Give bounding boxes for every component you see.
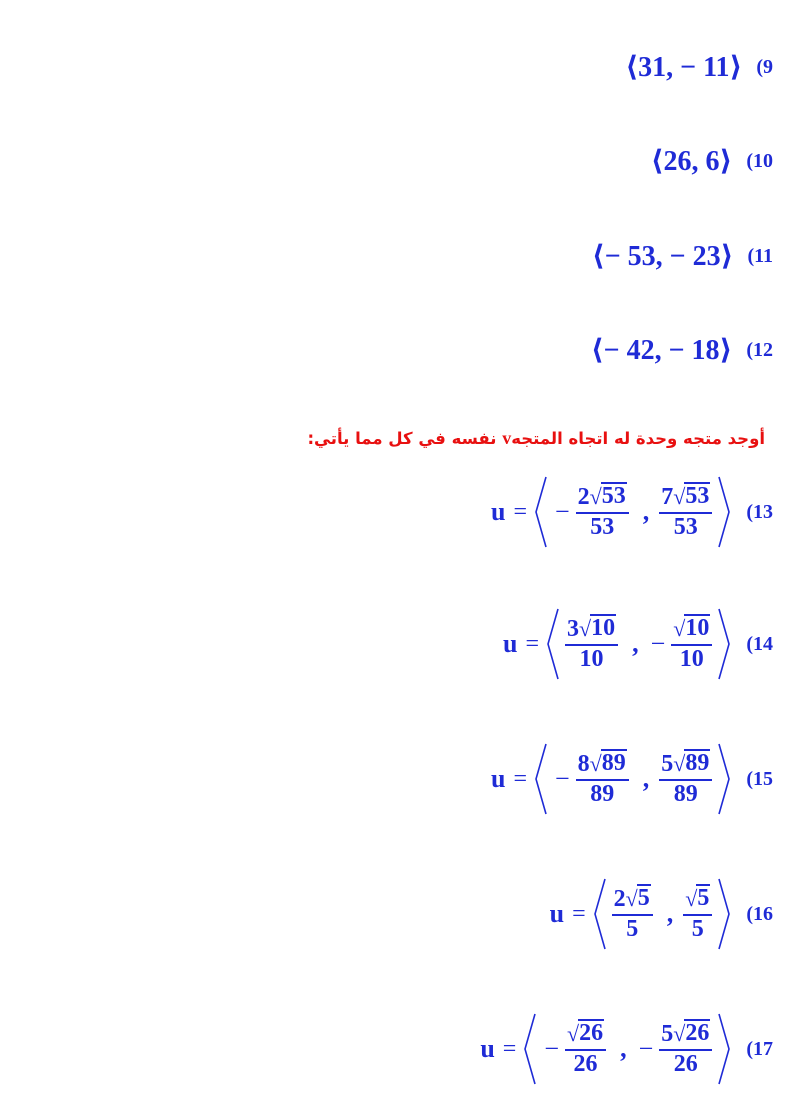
radical-sign: √ bbox=[685, 886, 698, 912]
denominator: 5 bbox=[691, 915, 704, 942]
problem-14 bbox=[0, 607, 800, 681]
radical-sign: √ bbox=[673, 616, 686, 642]
radicand: 10 bbox=[591, 615, 616, 642]
numerator bbox=[671, 614, 712, 643]
radicand: 26 bbox=[685, 1020, 710, 1047]
coefficient: 2 bbox=[577, 484, 590, 511]
coefficient: 5 bbox=[661, 1021, 674, 1048]
radicand: 26 bbox=[579, 1020, 604, 1047]
minus-sign: − bbox=[638, 1034, 654, 1063]
numerator bbox=[576, 482, 629, 511]
vector-label: u bbox=[502, 629, 518, 658]
minus-sign: − bbox=[555, 764, 570, 793]
comma: , bbox=[642, 497, 650, 526]
vector-expression: ⟨31, − 11⟩ bbox=[625, 52, 743, 83]
numerator bbox=[612, 884, 653, 913]
fraction bbox=[683, 884, 712, 943]
vector-label: u bbox=[480, 1034, 495, 1063]
unit-vector-expression bbox=[480, 1012, 732, 1086]
radicand: 53 bbox=[685, 483, 710, 510]
fraction bbox=[612, 884, 653, 943]
vector-expression: ⟨− 42, − 18⟩ bbox=[590, 335, 733, 366]
square-root bbox=[626, 884, 651, 911]
denominator: 10 bbox=[579, 645, 604, 672]
problem-10 bbox=[0, 144, 800, 178]
left-angle-bracket bbox=[533, 475, 549, 549]
radical-sign: √ bbox=[579, 616, 592, 642]
numerator bbox=[659, 749, 712, 778]
equals-sign: = bbox=[513, 498, 527, 525]
comma: , bbox=[620, 1034, 627, 1063]
coefficient: 7 bbox=[661, 484, 674, 511]
comma: , bbox=[666, 899, 674, 928]
radicand: 89 bbox=[601, 750, 626, 777]
left-angle-bracket bbox=[522, 1012, 538, 1086]
square-root bbox=[673, 482, 710, 509]
radicand: 5 bbox=[637, 885, 650, 912]
radical-sign: √ bbox=[673, 1021, 686, 1047]
fraction bbox=[671, 614, 712, 673]
coefficient: 2 bbox=[613, 886, 626, 913]
problem-12 bbox=[0, 333, 800, 367]
radicand: 89 bbox=[685, 750, 710, 777]
fraction bbox=[659, 749, 712, 808]
numerator bbox=[683, 884, 712, 913]
unit-vector-expression bbox=[550, 877, 733, 951]
denominator: 5 bbox=[626, 915, 639, 942]
denominator: 10 bbox=[679, 645, 704, 672]
radical-sign: √ bbox=[625, 886, 638, 912]
radicand: 10 bbox=[685, 615, 710, 642]
fraction bbox=[659, 1019, 712, 1078]
fraction bbox=[565, 1019, 606, 1078]
minus-sign: − bbox=[650, 629, 666, 658]
minus-sign: − bbox=[544, 1034, 559, 1063]
left-angle-bracket bbox=[545, 607, 561, 681]
vector-label: u bbox=[490, 497, 506, 526]
comma: , bbox=[632, 629, 639, 658]
denominator: 26 bbox=[673, 1050, 698, 1077]
vector-label: u bbox=[549, 899, 565, 928]
left-angle-bracket bbox=[533, 742, 549, 816]
vector-label: u bbox=[490, 764, 506, 793]
problem-number: (16 bbox=[746, 902, 773, 925]
right-angle-bracket bbox=[716, 1012, 732, 1086]
right-angle-bracket bbox=[716, 742, 732, 816]
problem-9 bbox=[0, 50, 800, 84]
right-angle-bracket bbox=[716, 607, 732, 681]
denominator: 89 bbox=[590, 780, 615, 807]
problem-number: (14 bbox=[746, 632, 773, 655]
square-root bbox=[590, 482, 627, 509]
unit-vector-expression bbox=[491, 742, 732, 816]
right-angle-bracket bbox=[716, 475, 732, 549]
equals-sign: = bbox=[513, 765, 527, 792]
fraction bbox=[576, 482, 629, 541]
coefficient: 3 bbox=[567, 616, 579, 643]
minus-sign: − bbox=[555, 497, 570, 526]
heading-variable: v bbox=[502, 428, 512, 448]
numerator bbox=[565, 1019, 606, 1048]
problem-number: (9 bbox=[756, 55, 773, 78]
radicand: 53 bbox=[601, 483, 626, 510]
unit-vector-expression bbox=[503, 607, 732, 681]
square-root bbox=[579, 614, 616, 641]
right-angle-bracket bbox=[716, 877, 732, 951]
square-root bbox=[673, 749, 710, 776]
problem-number: (12 bbox=[746, 338, 773, 361]
problem-11 bbox=[0, 239, 800, 273]
equals-sign: = bbox=[502, 1035, 517, 1062]
denominator: 53 bbox=[590, 513, 615, 540]
problem-13 bbox=[0, 475, 800, 549]
problem-number: (13 bbox=[746, 500, 773, 523]
denominator: 89 bbox=[673, 780, 698, 807]
numerator bbox=[659, 482, 712, 511]
problem-number: (10 bbox=[746, 149, 773, 172]
square-root bbox=[673, 614, 710, 641]
problem-number: (11 bbox=[747, 244, 773, 267]
vector-expression: ⟨− 53, − 23⟩ bbox=[591, 241, 734, 272]
radical-sign: √ bbox=[589, 484, 602, 510]
heading-text-after: نفسه في كل مما يأتي: bbox=[307, 429, 497, 448]
radical-sign: √ bbox=[567, 1021, 580, 1047]
square-root bbox=[590, 749, 627, 776]
numerator bbox=[565, 614, 618, 643]
square-root bbox=[673, 1019, 710, 1046]
equals-sign: = bbox=[572, 900, 586, 927]
section-heading bbox=[307, 428, 765, 449]
problem-17 bbox=[0, 1012, 800, 1086]
coefficient: 8 bbox=[577, 751, 590, 778]
problem-number: (17 bbox=[746, 1037, 773, 1060]
unit-vector-expression bbox=[491, 475, 732, 549]
fraction bbox=[576, 749, 629, 808]
left-angle-bracket bbox=[592, 877, 608, 951]
numerator bbox=[576, 749, 629, 778]
radical-sign: √ bbox=[673, 751, 686, 777]
square-root bbox=[567, 1019, 604, 1046]
comma: , bbox=[642, 764, 650, 793]
fraction bbox=[565, 614, 618, 673]
radical-sign: √ bbox=[589, 751, 602, 777]
problem-number: (15 bbox=[746, 767, 773, 790]
radical-sign: √ bbox=[673, 484, 686, 510]
radicand: 5 bbox=[697, 885, 710, 912]
vector-expression: ⟨26, 6⟩ bbox=[650, 146, 733, 177]
equals-sign: = bbox=[525, 630, 539, 657]
denominator: 53 bbox=[673, 513, 698, 540]
problem-15 bbox=[0, 742, 800, 816]
heading-text-before: أوجد متجه وحدة له اتجاه المتجه bbox=[511, 429, 765, 448]
numerator bbox=[659, 1019, 712, 1048]
fraction bbox=[659, 482, 712, 541]
coefficient: 5 bbox=[661, 751, 674, 778]
problem-16 bbox=[0, 877, 800, 951]
denominator: 26 bbox=[573, 1050, 598, 1077]
square-root bbox=[685, 884, 710, 911]
